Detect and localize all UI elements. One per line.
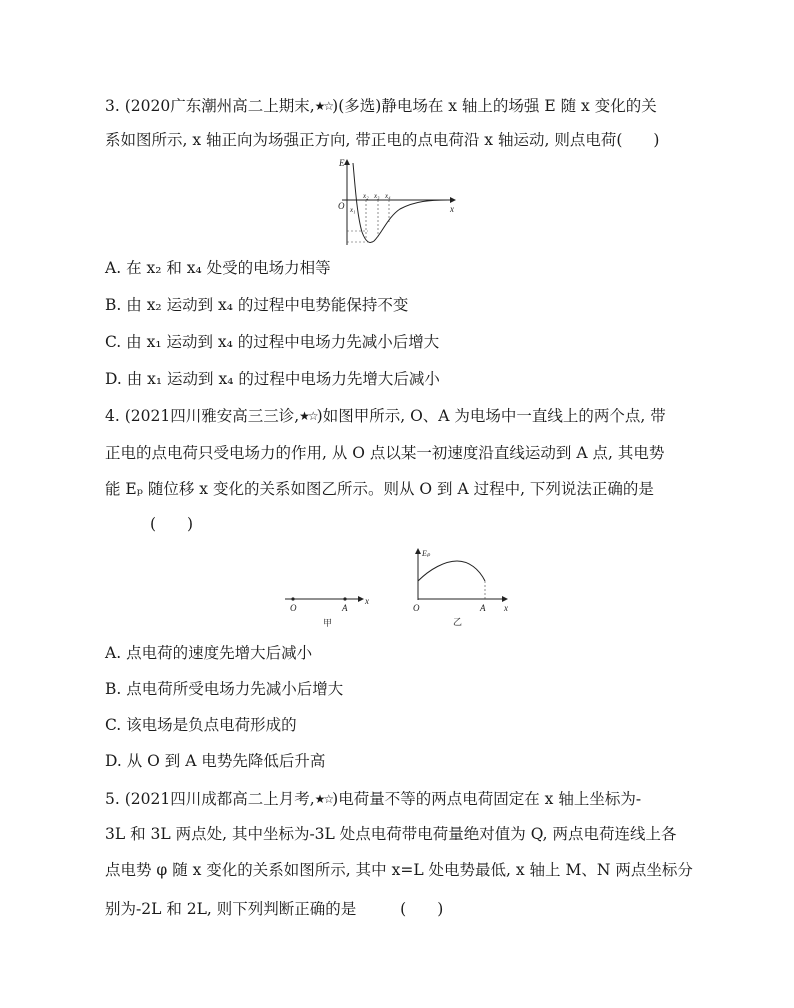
q3-x3-label: x₃ — [374, 192, 380, 200]
q3-x4-label: x₄ — [385, 192, 391, 200]
q5-stem-text-3: 点电势 φ 随 x 变化的关系如图所示, 其中 x=L 处电势最低, x 轴上 M、N 两点坐标分 — [105, 861, 693, 879]
q3-option-c-letter: C. — [105, 333, 122, 351]
jia-caption: 甲 — [323, 619, 333, 629]
q3-y-label: E — [339, 158, 345, 168]
q3-option-a — [105, 258, 331, 278]
q4-option-b — [105, 679, 343, 699]
yi-caption: 乙 — [453, 618, 463, 628]
q4-option-b-letter: B. — [105, 680, 122, 698]
yi-x-label: x — [504, 603, 508, 613]
q3-type: )(多选) — [332, 97, 382, 115]
yi-o-label: O — [413, 603, 420, 613]
q3-option-c — [105, 332, 439, 352]
q3-stem-line-1 — [105, 96, 657, 116]
q5-source: (2021四川成都高二上月考, — [124, 790, 315, 808]
q4-option-c — [105, 715, 297, 735]
q4-stem-line-3 — [105, 479, 654, 499]
q3-option-b-text: 由 x₂ 运动到 x₄ 的过程中电势能保持不变 — [126, 296, 409, 314]
q3-number: 3. — [105, 97, 120, 115]
jia-o-label: O — [290, 603, 297, 613]
q3-stem-text-1: 静电场在 x 轴上的场强 E 随 x 变化的关 — [381, 97, 657, 115]
jia-point-o — [291, 597, 294, 600]
q4-option-a-letter: A. — [105, 644, 122, 662]
difficulty-stars-icon: ★☆ — [314, 99, 333, 113]
q5-stem-text-1: )电荷量不等的两点电荷固定在 x 轴上坐标为- — [332, 790, 642, 808]
q4-number: 4. — [105, 407, 120, 425]
q3-origin-label: O — [338, 201, 345, 211]
q3-x2-label: x₂ — [363, 192, 369, 200]
q4-source: (2021四川雅安高三三诊, — [124, 407, 300, 425]
q3-field-curve — [353, 163, 448, 242]
q3-source: (2020广东潮州高二上期末, — [124, 97, 315, 115]
q3-option-d-text: 由 x₁ 运动到 x₄ 的过程中电场力先增大后减小 — [126, 370, 440, 388]
q4-stem-text-2: 正电的点电荷只受电场力的作用, 从 O 点以某一初速度沿直线运动到 A 点, 其电势 — [105, 444, 665, 462]
q3-option-a-letter: A. — [105, 259, 122, 277]
jia-a-label: A — [342, 603, 348, 613]
q3-x1-label: x₁ — [350, 206, 356, 214]
q4-stem-text-3: 能 Eₚ 随位移 x 变化的关系如图乙所示。则从 O 到 A 过程中, 下列说法正确的是 — [105, 480, 654, 498]
q5-stem-text-2: 3L 和 3L 两点处, 其中坐标为-3L 处点电荷带电荷量绝对值为 Q, 两点电荷连线上各 — [105, 825, 677, 843]
q4-option-a-text: 点电荷的速度先增大后减小 — [126, 644, 313, 662]
q5-stem-line-3 — [105, 860, 693, 880]
q5-stem-line-4 — [105, 899, 443, 919]
q4-option-c-text: 该电场是负点电荷形成的 — [126, 716, 297, 734]
q4-stem-text-1: )如图甲所示, O、A 为电场中一直线上的两个点, 带 — [316, 407, 666, 425]
q4-answer-blank: ( ) — [150, 515, 194, 533]
jia-x-label: x — [365, 596, 369, 606]
q3-option-a-text: 在 x₂ 和 x₄ 处受的电场力相等 — [126, 259, 331, 277]
yi-a-label: A — [480, 603, 486, 613]
q4-stem-line-2 — [105, 443, 664, 463]
q3-stem-text-2: 系如图所示, x 轴正向为场强正方向, 带正电的点电荷沿 x 轴运动, 则点电荷( ) — [105, 131, 660, 149]
yi-ep-curve — [418, 561, 485, 581]
q4-option-a — [105, 643, 312, 663]
q4-option-d-text: 从 O 到 A 电势先降低后升高 — [126, 752, 326, 770]
q5-stem-text-4: 别为-2L 和 2L, 则下列判断正确的是 — [105, 900, 357, 918]
q5-answer-blank: ( ) — [400, 900, 444, 918]
q4-option-d — [105, 751, 325, 771]
difficulty-stars-icon: ★☆ — [299, 409, 317, 423]
jia-point-a — [343, 597, 346, 600]
q4-option-d-letter: D. — [105, 752, 122, 770]
yi-y-label: Eₚ — [422, 549, 431, 558]
q3-option-b-letter: B. — [105, 296, 122, 314]
q3-option-c-text: 由 x₁ 运动到 x₄ 的过程中电场力先减小后增大 — [126, 333, 440, 351]
q3-option-b — [105, 295, 408, 315]
q4-option-c-letter: C. — [105, 716, 122, 734]
q5-stem-line-2 — [105, 824, 676, 844]
q3-option-d — [105, 369, 440, 389]
difficulty-stars-icon: ★☆ — [314, 792, 333, 806]
q4-figure-yi — [405, 545, 520, 630]
q3-x-label: x — [450, 204, 454, 214]
q3-e-x-graph — [330, 155, 460, 250]
q5-stem-line-1 — [105, 789, 641, 809]
q3-option-d-letter: D. — [105, 370, 122, 388]
q4-stem-line-1 — [105, 406, 666, 426]
q3-stem-line-2 — [105, 130, 659, 150]
q4-option-b-text: 点电荷所受电场力先减小后增大 — [126, 680, 344, 698]
q4-figure-jia — [283, 590, 383, 630]
q5-number: 5. — [105, 790, 120, 808]
